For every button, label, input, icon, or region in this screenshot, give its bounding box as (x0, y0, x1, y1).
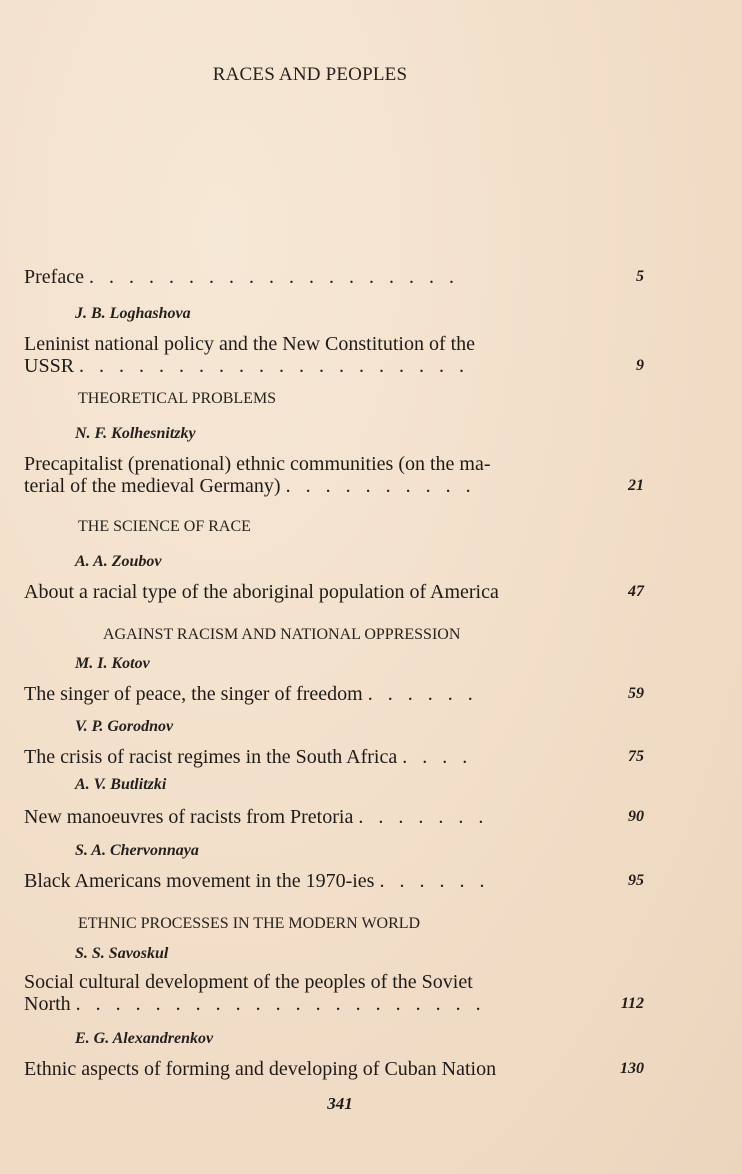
entry-page-number: 112 (620, 995, 644, 1012)
dot-leader: . . . . . . . (358, 806, 489, 828)
author-name: M. I. Kotov (75, 655, 150, 672)
book-title: RACES AND PEOPLES (212, 64, 408, 85)
entry-title: New manoeuvres of racists from Pretoria (24, 806, 354, 828)
entry-page-number: 5 (636, 268, 644, 285)
section-heading: THE SCIENCE OF RACE (78, 518, 251, 535)
toc-entry (24, 746, 644, 768)
entry-page-number: 75 (628, 748, 644, 765)
entry-title: Black Americans movement in the 1970-ies (24, 870, 375, 892)
entry-title-continued: terial of the medieval Germany) (24, 475, 281, 497)
toc-entry (24, 333, 644, 377)
dot-leader: . . . . (402, 746, 473, 768)
dot-leader: . . . . . . (379, 870, 490, 892)
dot-leader: . . . . . . . . . . . . . . . . . . . . (79, 355, 470, 377)
section-heading: THEORETICAL PROBLEMS (78, 390, 277, 407)
entry-title-continued: USSR (24, 355, 75, 377)
author-name: N. F. Kolhesnitzky (75, 425, 196, 442)
author-name: E. G. Alexandrenkov (75, 1030, 214, 1047)
dot-leader: . . . . . . . . . . (285, 475, 476, 497)
dot-leader: . . . . . . (367, 683, 478, 705)
entry-page-number: 47 (628, 583, 644, 600)
toc-entry-preface (24, 266, 644, 288)
entry-title: Leninist national policy and the New Constitution of the (24, 333, 476, 355)
entry-title: The crisis of racist regimes in the South Africa (24, 746, 398, 768)
author-name: S. S. Savoskul (75, 945, 169, 962)
entry-page-number: 21 (628, 477, 644, 494)
section-heading: AGAINST RACISM AND NATIONAL OPPRESSION (103, 626, 461, 643)
entry-title: The singer of peace, the singer of freedom (24, 683, 363, 705)
dot-leader: . . . . . . . . . . . . . . . . . . . . . (75, 993, 486, 1015)
entry-title: Ethnic aspects of forming and developing of Cuban Nation (24, 1058, 497, 1080)
entry-title-continued: North (24, 993, 71, 1015)
entry-title: Preface (24, 266, 84, 288)
author-name: V. P. Gorodnov (75, 718, 174, 735)
entry-page-number: 95 (628, 872, 644, 889)
author-name: S. A. Chervonnaya (75, 842, 199, 859)
toc-entry (24, 1058, 644, 1080)
section-heading: ETHNIC PROCESSES IN THE MODERN WORLD (78, 915, 421, 932)
author-name: A. V. Butlitzki (75, 776, 167, 793)
entry-title: Social cultural development of the peoples of the Soviet (24, 971, 473, 993)
toc-entry (24, 971, 644, 1015)
entry-page-number: 9 (636, 357, 644, 374)
author-name: J. B. Loghashova (75, 305, 191, 322)
dot-leader: . . . . . . . . . . . . . . . . . . . (88, 266, 459, 288)
entry-page-number: 90 (628, 808, 644, 825)
entry-title: Precapitalist (prenational) ethnic communities (on the ma- (24, 453, 491, 475)
toc-entry (24, 581, 644, 603)
entry-title: About a racial type of the aboriginal population of America (24, 581, 499, 603)
toc-entry (24, 683, 644, 705)
toc-entry (24, 870, 644, 892)
author-name: A. A. Zoubov (75, 553, 162, 570)
toc-entry (24, 806, 644, 828)
toc-entry (24, 453, 644, 497)
page-number: 341 (327, 1094, 353, 1113)
entry-page-number: 130 (620, 1060, 644, 1077)
entry-page-number: 59 (628, 685, 644, 702)
